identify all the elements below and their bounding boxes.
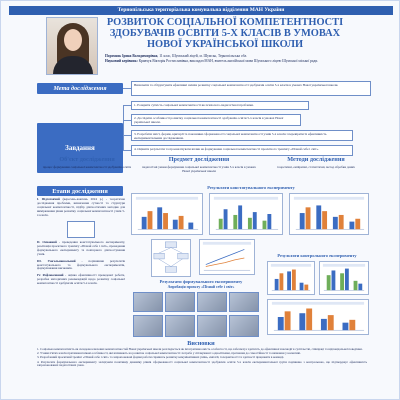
chart-bar	[292, 270, 296, 291]
conclusion-item: 4. Результати формувального експерименту засвідчили позитивну динаміку рівнів сформованості соціальної компетентності здобувачів освіти 5-х класів експериментальної групи порівняно з контрольною, що підтверджує ефективність запропонованих педагогічних умов.	[37, 359, 367, 368]
diagram-edge	[159, 248, 171, 254]
training-photo	[197, 315, 227, 337]
chart-bar	[345, 269, 349, 291]
chart-bar	[354, 281, 358, 290]
supervisor-line	[105, 59, 345, 64]
diagram-node	[165, 242, 176, 248]
chart-bar	[285, 311, 291, 330]
methods-heading: Методи дослідження	[287, 156, 345, 163]
chart-bar	[304, 285, 308, 291]
control-chart-1	[267, 261, 315, 295]
stage-item	[37, 241, 125, 257]
conclusions-text	[37, 348, 367, 398]
chart-title-strip	[323, 264, 365, 267]
stages-label: Етапи дослідження	[37, 186, 123, 196]
chart-bar	[355, 219, 360, 229]
chart-bar	[306, 309, 312, 331]
author-photo	[46, 17, 98, 75]
tasks-connector-2	[123, 120, 131, 121]
tasks-connector-vertical	[123, 105, 124, 151]
chart-bar	[238, 205, 242, 229]
constative-results-heading: Результати констатувального експерименту	[207, 185, 295, 190]
task-item: 3. Розробити зміст, форми, критерії та показники сформованості соціальної компетентності учнів 5-х класів і перевірити їх ефективність експериментальним дослідженням.	[131, 130, 353, 141]
task-item: 4. Оцінити результати та проаналізувати вплив на формування соціальної компетентності проєктного тренінгу «Пізнай себе і світ».	[131, 145, 353, 156]
chart-bar	[349, 320, 355, 330]
diagram-node	[154, 253, 164, 259]
control-results-heading: Результати контрольного експерименту	[277, 253, 357, 258]
stage-heading: III. Узагальнювальний	[37, 258, 76, 263]
conclusion-item: 3. Розроблений проєктний тренінг «Пізнай себе і світ» та запропоновані форми роботи сприяють розвитку комунікативних умінь, емпатії, толерантності та здатності працювати в команді.	[37, 355, 285, 360]
chart-title-strip	[272, 302, 364, 305]
task-item: 1. Розкрити сутність соціальної компетентності як психолого-педагогічної проблеми.	[131, 101, 309, 110]
chart-bar	[358, 284, 362, 291]
methods-text: теоретичні, емпіричні, статистичні, метод обробки даних	[277, 165, 355, 169]
chart-bar	[300, 283, 304, 291]
supervisor-details: Кравчук Вікторія Ростиславівна, викладач МАН, вчитель англійської мови Шумського ліцею Шумської міської ради.	[137, 58, 319, 63]
chart-bar	[142, 217, 147, 229]
diagram-edge	[159, 259, 171, 267]
stage-item	[37, 198, 125, 218]
control-chart-2	[319, 261, 369, 295]
formative-chart-lines	[199, 239, 255, 275]
chart-title-strip	[214, 197, 278, 200]
photo-face	[64, 29, 82, 51]
chart-bar	[263, 221, 267, 230]
author-details: , 11 клас, Шумський ліцей, м. Шумськ, Тернопільська обл.	[157, 54, 248, 58]
formative-results-heading: Результати формувального експерименту	[159, 279, 243, 284]
stage-item	[37, 260, 125, 272]
chart-bar	[333, 217, 338, 229]
stage-description: - проведення констатувального експерименту, реалізація проєктного тренінгу «Пізнай себе і світ», проведення формувального експерименту та повторного діагностування учнів.	[37, 239, 125, 256]
diagram-edge	[171, 259, 182, 267]
stage-heading: II. Основний	[37, 239, 57, 244]
chart-title-strip	[294, 197, 364, 200]
chart-graphic	[290, 194, 368, 234]
chart-bar	[275, 279, 279, 290]
training-photo	[133, 292, 163, 312]
constative-chart-3	[289, 193, 369, 235]
chart-graphic	[268, 262, 314, 294]
chart-bar	[163, 213, 168, 229]
diagram-node	[165, 267, 176, 273]
goal-box: Визначити та обґрунтувати ефективні шляхи розвитку соціальної компетентності здобувачів освіти 5-х класів в умовах Нової української школи.	[131, 81, 371, 96]
chart-bar	[267, 214, 271, 229]
chart-bar	[248, 218, 252, 229]
chart-bar	[328, 315, 334, 330]
constative-chart-2	[209, 193, 283, 235]
chart-bar	[299, 313, 305, 330]
stage-description: - оцінка ефективності проведеної роботи, розробка методичних рекомендацій щодо розвитку соціальної компетентності здобувачів освіти 5-х класів.	[37, 273, 125, 286]
chart-bar	[233, 215, 237, 229]
chart-bar	[278, 317, 284, 330]
tasks-connector-3	[123, 135, 131, 136]
diagram-edge	[171, 248, 182, 254]
chart-bar	[188, 223, 193, 230]
training-photo	[197, 292, 227, 312]
chart-bar	[340, 273, 344, 290]
chart-bar	[327, 275, 331, 290]
chart-title-strip	[203, 242, 251, 245]
stage-description: - порівняння результатів констатувального та формувального експериментів, формулювання висновків.	[37, 258, 125, 271]
subject-text: педагогічні умови формування соціальної компетентності учнів 5-х класів в умовах Нової української школи	[142, 165, 256, 173]
training-photo	[229, 315, 259, 337]
tasks-connector-4	[123, 150, 131, 151]
stage-description: (вересень-жовтень 2024 р.) - теоретичне дослідження проблеми, визначення сутності та структури соціальної компетентності, підбір діагностичних методик для вимірювання рівня розвитку соціальної компетентності учнів 5-х класів.	[37, 197, 125, 217]
training-photo	[133, 315, 163, 337]
chart-bar	[306, 207, 311, 229]
chart-bar	[287, 271, 291, 290]
formative-results-subtitle: Апробація проєкту «Пізнай себе і світ»	[167, 285, 235, 289]
chart-graphic	[320, 262, 368, 294]
task-item: 2. Дослідити особливості розвитку соціальної компетентності здобувачів освіти 5-х класів в умовах Нової української школи.	[131, 114, 301, 126]
subject-heading: Предмет дослідження	[168, 156, 230, 163]
chart-bar	[339, 215, 344, 229]
stage-item	[37, 274, 125, 286]
stage-heading: I. Підготовчий	[37, 197, 60, 201]
chart-bar	[179, 216, 184, 229]
training-photo	[165, 315, 195, 337]
diagram-graphic	[152, 240, 190, 276]
chart-title-strip	[271, 264, 311, 267]
chart-bar	[253, 212, 257, 229]
tasks-label: Завдання	[37, 123, 123, 173]
stage-heading: IV. Рефлексивний	[37, 273, 64, 278]
chart-bar	[148, 211, 153, 229]
chart-title-strip	[136, 197, 198, 200]
chart-bar	[321, 319, 327, 330]
conclusion-item: 2. Учням п'ятих класів притаманні вікові особливості, які впливають на розвиток соціальної компетентності: потреба у спілкуванні з однолітками, прагнення до самостійності та визнання у колективі.	[37, 351, 301, 356]
chart-bar	[349, 222, 354, 230]
chart-bar	[173, 220, 178, 230]
chart-graphic	[268, 300, 368, 334]
object-heading: Об'єкт дослідження	[59, 156, 115, 163]
stage-illustration	[67, 221, 95, 238]
chart-graphic	[200, 240, 254, 274]
chart-graphic	[210, 194, 282, 234]
chart-bar	[343, 323, 349, 331]
training-photo	[229, 292, 259, 312]
organization-banner: Тернопільська територіальна комунальна відділення МАН України	[9, 6, 393, 15]
chart-bar	[322, 211, 327, 229]
chart-bar	[157, 207, 162, 229]
author-info	[105, 54, 345, 63]
poster-title: РОЗВИТОК СОЦІАЛЬНОЇ КОМПЕТЕНТНОСТІ ЗДОБУВАЧІВ ОСВІТИ 5-Х КЛАСІВ В УМОВАХ НОВОЇ УКРАЇНСЬКОЇ ШКОЛИ	[106, 17, 344, 50]
process-diagram	[151, 239, 191, 277]
control-chart-3	[267, 299, 369, 335]
goal-label: Мета дослідження	[37, 83, 123, 94]
author-name: Порохняк Ірина Володимирівна	[105, 54, 158, 58]
chart-graphic	[132, 194, 202, 234]
chart-bar	[300, 213, 305, 229]
chart-bar	[332, 270, 336, 290]
object-text: процес формування соціальної компетентності здобувачів освіти	[42, 165, 132, 169]
conclusions-label: Висновки	[187, 340, 215, 347]
chart-bar	[224, 209, 228, 229]
tasks-connector-1	[123, 105, 131, 106]
chart-bar	[316, 205, 321, 229]
conclusion-item: 1. Соціальна компетентність як складова ключових компетентностей Нової української школи розглядається як інтегративна якість особистості, що забезпечує здатність до ефективної взаємодії в суспільстві, співпраці та відповідальної поведінки.	[37, 347, 363, 351]
chart-bar	[219, 219, 223, 229]
training-photo	[165, 292, 195, 312]
diagram-node	[178, 253, 188, 259]
chart-bar	[280, 273, 284, 290]
goal-connector	[123, 88, 131, 89]
constative-chart-1	[131, 193, 203, 235]
supervisor-label: Науковий керівник:	[105, 58, 138, 63]
